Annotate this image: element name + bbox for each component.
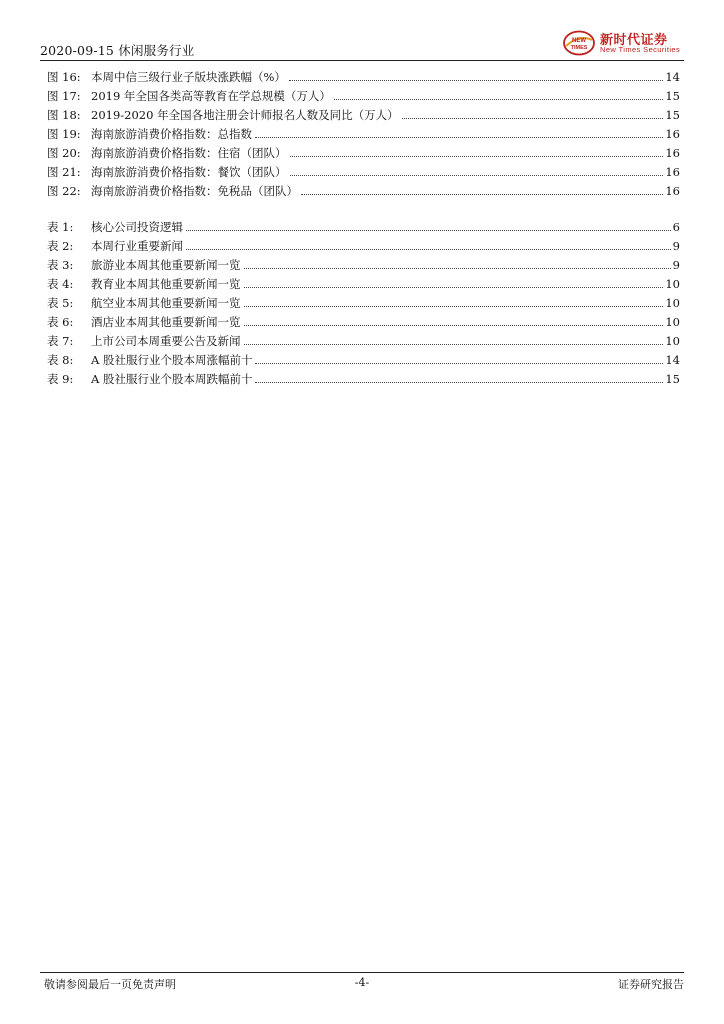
svg-text:NEW: NEW — [572, 38, 586, 44]
table-toc-entry[interactable] — [47, 237, 680, 256]
page-footer — [40, 976, 684, 994]
figure-toc-entry[interactable] — [47, 87, 680, 106]
table-toc-entry[interactable] — [47, 313, 680, 332]
entry-label: 图 16: — [47, 70, 81, 84]
figure-toc-entry[interactable] — [47, 144, 680, 163]
dot-leader — [255, 363, 663, 364]
entry-label: 表 3: — [47, 258, 74, 272]
dot-leader — [244, 344, 664, 345]
entry-title: 旅游业本周其他重要新闻一览 — [91, 258, 241, 272]
table-toc-entry[interactable] — [47, 294, 680, 313]
logo-name-en: New Times Securities — [600, 45, 681, 54]
entry-title: 本周中信三级行业子版块涨跌幅（%） — [91, 70, 286, 84]
entry-page-number: 15 — [665, 372, 680, 386]
figure-toc-entry[interactable] — [47, 68, 680, 87]
entry-label: 表 9: — [47, 372, 74, 386]
report-date-sector: 2020-09-15 休闲服务行业 — [40, 43, 195, 58]
table-list — [47, 218, 680, 389]
logo-name-cn: 新时代证券 — [600, 33, 668, 48]
table-toc-entry[interactable] — [47, 351, 680, 370]
table-toc-entry[interactable] — [47, 275, 680, 294]
entry-title: 教育业本周其他重要新闻一览 — [91, 277, 241, 291]
entry-page-number: 16 — [665, 127, 680, 141]
entry-page-number: 16 — [665, 184, 680, 198]
entry-title: 本周行业重要新闻 — [91, 239, 183, 253]
entry-page-number: 15 — [665, 108, 680, 122]
entry-label: 图 22: — [47, 184, 81, 198]
entry-title: 2019-2020 年全国各地注册会计师报名人数及同比（万人） — [91, 108, 399, 122]
dot-leader — [289, 80, 663, 81]
dot-leader — [244, 287, 664, 288]
page-header — [40, 33, 684, 60]
entry-page-number: 10 — [665, 296, 680, 310]
entry-title: 海南旅游消费价格指数：免税品（团队） — [91, 184, 298, 198]
entry-title: 海南旅游消费价格指数：餐饮（团队） — [91, 165, 287, 179]
entry-page-number: 10 — [665, 277, 680, 291]
figure-toc-entry[interactable] — [47, 106, 680, 125]
entry-title: 海南旅游消费价格指数：总指数 — [91, 127, 252, 141]
dot-leader — [244, 268, 671, 269]
dot-leader — [244, 325, 664, 326]
entry-title: 核心公司投资逻辑 — [91, 220, 183, 234]
dot-leader — [186, 249, 671, 250]
table-toc-entry[interactable] — [47, 332, 680, 351]
header-divider — [40, 60, 684, 61]
entry-page-number: 10 — [665, 334, 680, 348]
entry-label: 表 4: — [47, 277, 74, 291]
company-logo — [534, 30, 684, 60]
table-toc-entry[interactable] — [47, 256, 680, 275]
entry-title: 海南旅游消费价格指数：住宿（团队） — [91, 146, 287, 160]
entry-title: 酒店业本周其他重要新闻一览 — [91, 315, 241, 329]
disclaimer-note: 敬请参阅最后一页免责声明 — [44, 978, 176, 991]
entry-label: 表 7: — [47, 334, 74, 348]
entry-page-number: 16 — [665, 165, 680, 179]
dot-leader — [244, 306, 664, 307]
entry-label: 图 19: — [47, 127, 81, 141]
dot-leader — [334, 99, 663, 100]
entry-label: 表 6: — [47, 315, 74, 329]
figure-toc-entry[interactable] — [47, 182, 680, 201]
dot-leader — [290, 175, 664, 176]
figure-toc-entry[interactable] — [47, 163, 680, 182]
entry-label: 表 1: — [47, 220, 74, 234]
entry-label: 图 21: — [47, 165, 81, 179]
footer-divider — [40, 972, 684, 973]
entry-page-number: 16 — [665, 146, 680, 160]
entry-page-number: 10 — [665, 315, 680, 329]
entry-page-number: 14 — [665, 353, 680, 367]
entry-page-number: 9 — [672, 258, 680, 272]
entry-label: 图 18: — [47, 108, 81, 122]
entry-page-number: 6 — [672, 220, 680, 234]
report-type: 证券研究报告 — [618, 978, 684, 991]
entry-title: 2019 年全国各类高等教育在学总规模（万人） — [91, 89, 331, 103]
dot-leader — [255, 382, 663, 383]
logo-mark-icon — [562, 30, 596, 56]
entry-label: 表 2: — [47, 239, 74, 253]
entry-title: 航空业本周其他重要新闻一览 — [91, 296, 241, 310]
dot-leader — [186, 230, 671, 231]
entry-title: 上市公司本周重要公告及新闻 — [91, 334, 241, 348]
figure-list — [47, 68, 680, 201]
dot-leader — [402, 118, 664, 119]
dot-leader — [255, 137, 663, 138]
entry-label: 表 5: — [47, 296, 74, 310]
entry-title: A 股社服行业个股本周跌幅前十 — [91, 372, 253, 386]
entry-page-number: 9 — [672, 239, 680, 253]
entry-label: 图 20: — [47, 146, 81, 160]
entry-page-number: 15 — [665, 89, 680, 103]
figure-toc-entry[interactable] — [47, 125, 680, 144]
dot-leader — [290, 156, 664, 157]
dot-leader — [301, 194, 663, 195]
table-toc-entry[interactable] — [47, 370, 680, 389]
entry-title: A 股社服行业个股本周涨幅前十 — [91, 353, 253, 367]
table-toc-entry[interactable] — [47, 218, 680, 237]
entry-page-number: 14 — [665, 70, 680, 84]
svg-text:TIMES: TIMES — [570, 45, 588, 51]
page-number: -4- — [354, 976, 370, 989]
entry-label: 图 17: — [47, 89, 81, 103]
entry-label: 表 8: — [47, 353, 74, 367]
